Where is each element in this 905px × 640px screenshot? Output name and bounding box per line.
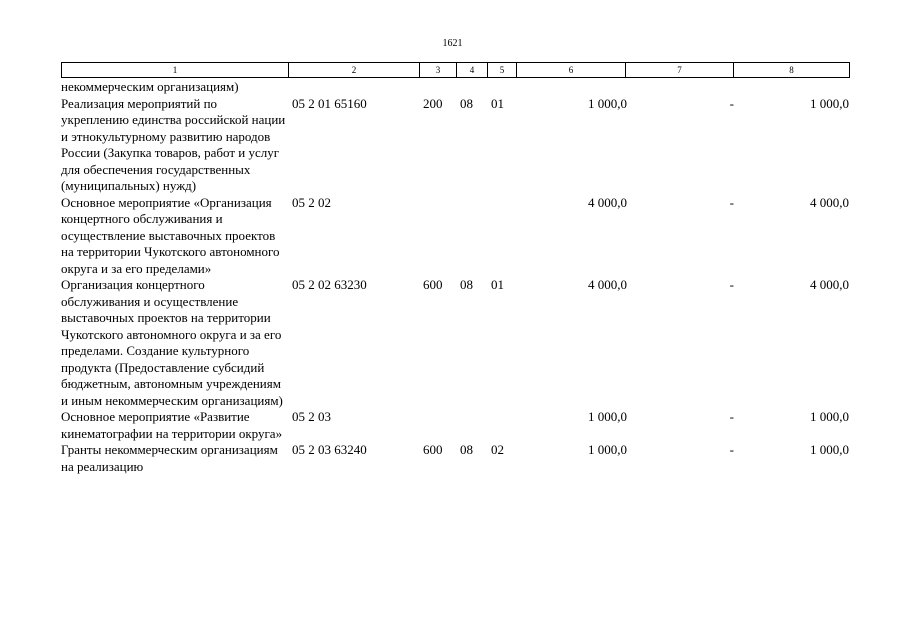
row-code: 05 2 02 <box>292 194 331 210</box>
row-col3 <box>422 409 459 442</box>
row-col4 <box>459 409 490 442</box>
row-col6 <box>519 79 627 96</box>
column-header-4: 4 <box>457 63 488 78</box>
row-col7: - <box>729 277 734 292</box>
row-col3: 200 <box>423 95 443 111</box>
row-col8: 4 000,0 <box>810 194 849 210</box>
row-col6: 1 000,0 <box>588 95 627 111</box>
row-col3: 600 <box>423 442 443 457</box>
row-col5: 02 <box>491 442 504 457</box>
budget-table <box>61 79 849 475</box>
row-description: некоммерческим организациям) <box>61 79 239 94</box>
row-col5: 01 <box>491 95 504 111</box>
row-col3 <box>422 79 459 96</box>
column-header-7: 7 <box>626 63 734 78</box>
column-header-5: 5 <box>488 63 517 78</box>
row-col4: 08 <box>460 95 473 111</box>
row-col7: - <box>729 442 734 457</box>
row-col8: 1 000,0 <box>810 409 849 424</box>
row-col4 <box>459 195 490 278</box>
row-code: 05 2 03 63240 <box>292 442 367 457</box>
page-number: 1621 <box>442 38 463 49</box>
row-col4: 08 <box>460 442 473 457</box>
row-description: Основное мероприятие «Организация концертного обслуживания и осуществление выставочных проектов на территории Чукотского автономного округа и за его пределами» <box>61 194 280 276</box>
row-col6: 1 000,0 <box>588 442 627 457</box>
row-col8: 4 000,0 <box>810 277 849 292</box>
row-description: Реализация мероприятий по укреплению единства российской нации и этнокультурному развитию народов России (Закупка товаров, работ и услуг для обеспечения государственных (муниципальных) нужд) <box>61 95 286 193</box>
table-row <box>61 79 849 96</box>
table-row <box>61 442 849 475</box>
table-row <box>61 96 849 195</box>
row-col8: 1 000,0 <box>810 95 849 111</box>
row-code <box>291 79 422 96</box>
row-col5 <box>490 79 519 96</box>
column-header-row <box>61 62 850 78</box>
row-col4 <box>459 79 490 96</box>
table-row <box>61 409 849 442</box>
row-col3 <box>422 195 459 278</box>
row-code: 05 2 02 63230 <box>292 277 367 292</box>
column-header-6: 6 <box>517 63 626 78</box>
row-col5 <box>490 409 519 442</box>
table-row <box>61 277 849 409</box>
row-description: Основное мероприятие «Развитие кинематографии на территории округа» <box>61 409 283 441</box>
row-col6: 1 000,0 <box>588 409 627 424</box>
row-col7: - <box>729 409 734 424</box>
row-code: 05 2 01 65160 <box>292 95 367 111</box>
row-description: Гранты некоммерческим организациям на реализацию <box>61 442 278 474</box>
row-code: 05 2 03 <box>292 409 331 424</box>
row-col6: 4 000,0 <box>588 194 627 210</box>
row-col5 <box>490 195 519 278</box>
row-col6: 4 000,0 <box>588 277 627 292</box>
row-description: Организация концертного обслуживания и осуществление выставочных проектов на территории Чукотского автономного округа и за его пределами. Создание культурного продукта (Предоставление субсидий бюджетным, автономным учреждениям и иным некоммерческим организациям) <box>61 277 283 408</box>
row-col7: - <box>729 95 734 111</box>
column-header-2: 2 <box>289 63 420 78</box>
row-col7 <box>627 79 734 96</box>
column-header-8: 8 <box>734 63 850 78</box>
column-header-3: 3 <box>420 63 457 78</box>
column-header-1: 1 <box>62 63 289 78</box>
row-col4: 08 <box>460 277 473 292</box>
table-row <box>61 195 849 278</box>
row-col7: - <box>729 194 734 210</box>
row-col5: 01 <box>491 277 504 292</box>
row-col8 <box>734 79 849 96</box>
row-col3: 600 <box>423 277 443 292</box>
row-col8: 1 000,0 <box>810 442 849 457</box>
